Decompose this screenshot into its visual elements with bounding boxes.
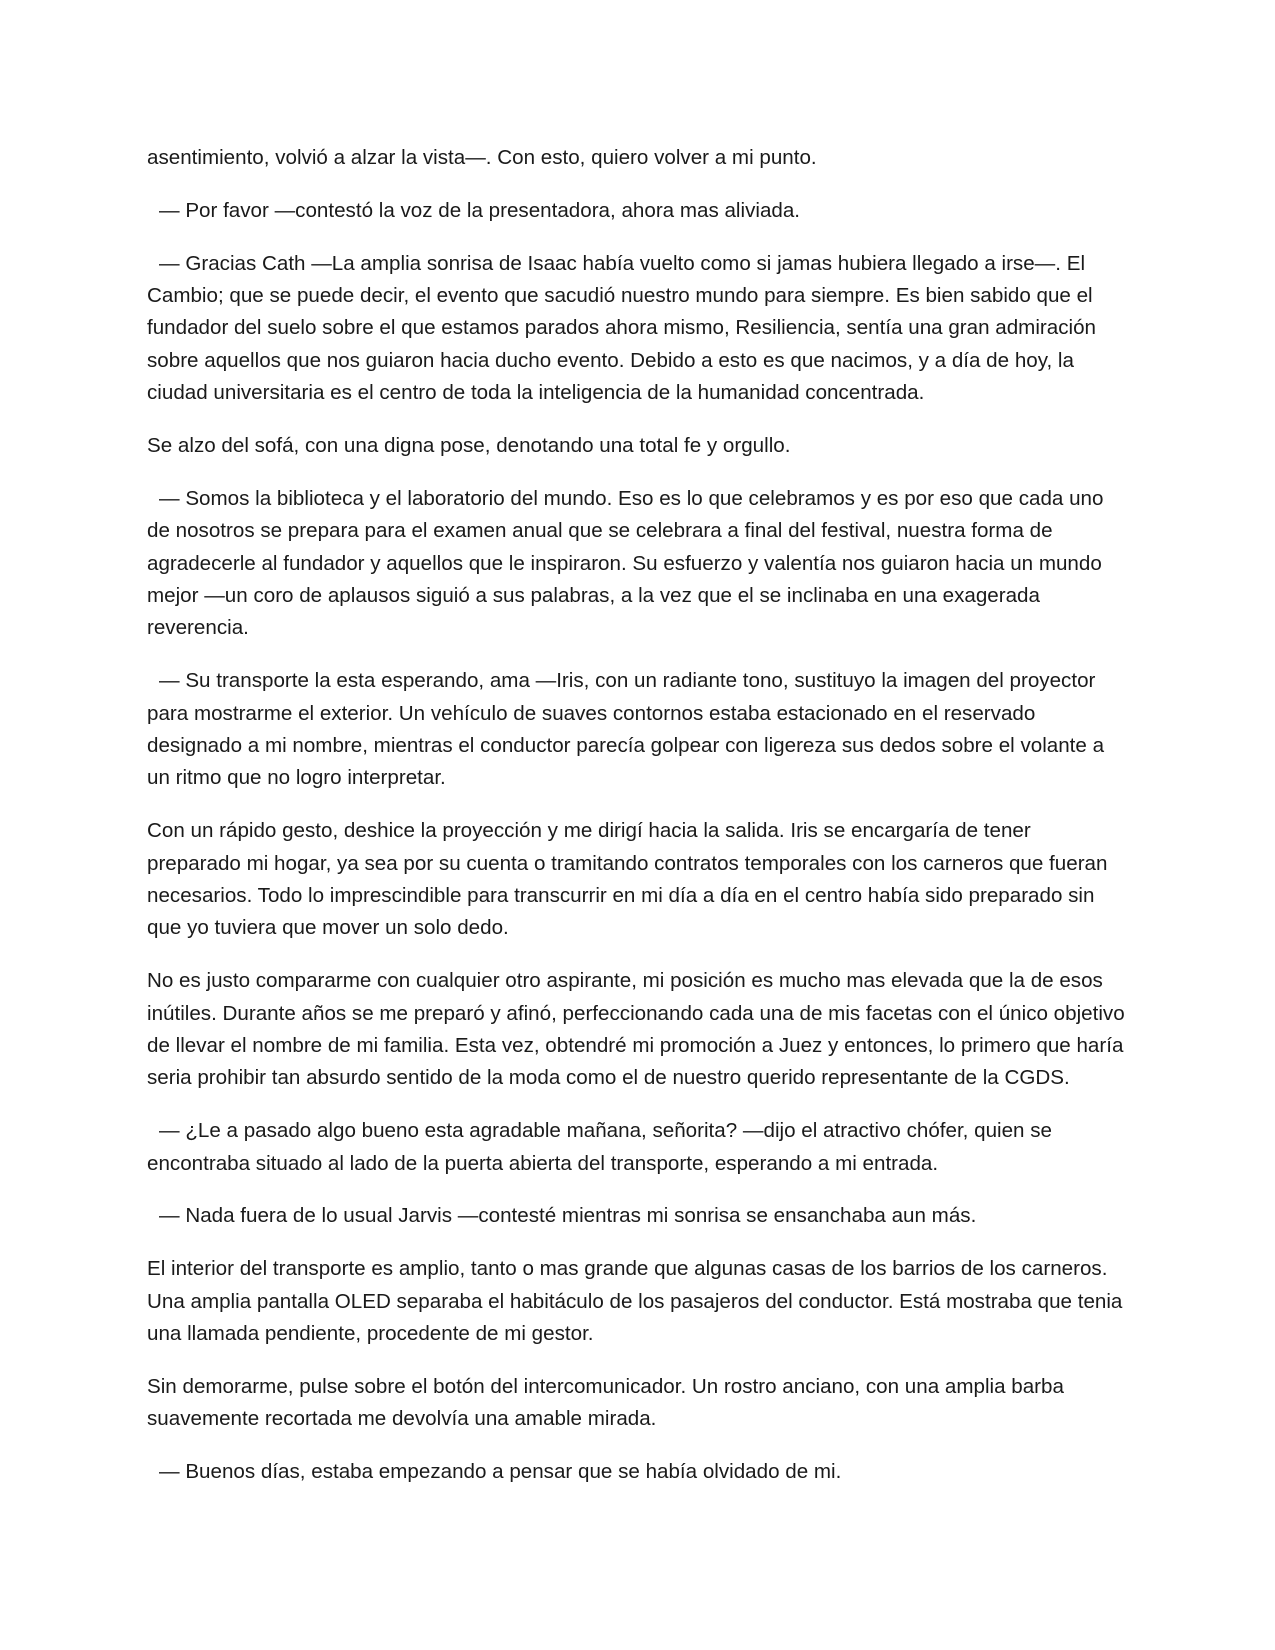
paragraph-11: El interior del transporte es amplio, tanto o mas grande que algunas casas de los barrios de los carneros. Una amplia pantalla OLED separaba el habitáculo de los pasajeros del conductor. Está mostraba que tenia una llamada pendiente, procedente de mi gestor. [147,1257,1123,1346]
paragraph-12: Sin demorarme, pulse sobre el botón del intercomunicador. Un rostro anciano, con una amplia barba suavemente recortada me devolvía una amable mirada. [147,1374,1064,1431]
paragraph-5: — Somos la biblioteca y el laboratorio del mundo. Eso es lo que celebramos y es por eso que cada uno de nosotros se prepara para el examen anual que se celebrara a final del festival, nuestra forma de agradecerle al fundador y aquellos que le inspiraron. Su esfuerzo y valentía nos guiaron hacia un mundo mejor —un coro de aplausos siguió a sus palabras, a la vez que el se inclinaba en una exagerada reverencia. [147,486,1104,640]
paragraph-7: Con un rápido gesto, deshice la proyección y me dirigí hacia la salida. Iris se encargaría de tener preparado mi hogar, ya sea por su cuenta o tramitando contratos temporales con los carneros que fueran necesarios. Todo lo imprescindible para transcurrir en mi día a día en el centro había sido preparado sin que yo tuviera que mover un solo dedo. [147,819,1108,940]
paragraph-9: — ¿Le a pasado algo bueno esta agradable mañana, señorita? —dijo el atractivo chófer, quien se encontraba situado al lado de la puerta abierta del transporte, esperando a mi entrada. [147,1119,1052,1175]
paragraph-8: No es justo compararme con cualquier otro aspirante, mi posición es mucho mas elevada que la de esos inútiles. Durante años se me preparó y afinó, perfeccionando cada una de mis facetas con el único objetivo de llevar el nombre de mi familia. Esta vez, obtendré mi promoción a Juez y entonces, lo primero que haría seria prohibir tan absurdo sentido de la moda como el de nuestro querido representante de la CGDS. [147,969,1125,1090]
paragraph-6: — Su transporte la esta esperando, ama —Iris, con un radiante tono, sustituyo la imagen del proyector para mostrarme el exterior. Un vehículo de suaves contornos estaba estacionado en el reservado designado a mi nombre, mientras el conductor parecía golpear con ligereza sus dedos sobre el volante a un ritmo que no logro interpretar. [147,669,1105,790]
paragraph-3: — Gracias Cath —La amplia sonrisa de Isaac había vuelto como si jamas hubiera llegado a irse—. El Cambio; que se puede decir, el evento que sacudió nuestro mundo para siempre. Es bien sabido que el fundador del suelo sobre el que estamos parados ahora mismo, Resiliencia, sentía una gran admiración sobre aquellos que nos guiaron hacia ducho evento. Debido a esto es que nacimos, y a día de hoy, la ciudad universitaria es el centro de toda la inteligencia de la humanidad concentrada. [147,251,1097,405]
document-page [147,142,1127,1509]
paragraph-13: — Buenos días, estaba empezando a pensar que se había olvidado de mi. [159,1460,842,1484]
paragraph-10: — Nada fuera de lo usual Jarvis —contesté mientras mi sonrisa se ensanchaba aun más. [159,1204,977,1228]
paragraph-4: Se alzo del sofá, con una digna pose, denotando una total fe y orgullo. [147,434,791,458]
paragraph-2: — Por favor —contestó la voz de la presentadora, ahora mas aliviada. [159,198,801,222]
paragraph-1: asentimiento, volvió a alzar la vista—. Con esto, quiero volver a mi punto. [147,146,817,169]
